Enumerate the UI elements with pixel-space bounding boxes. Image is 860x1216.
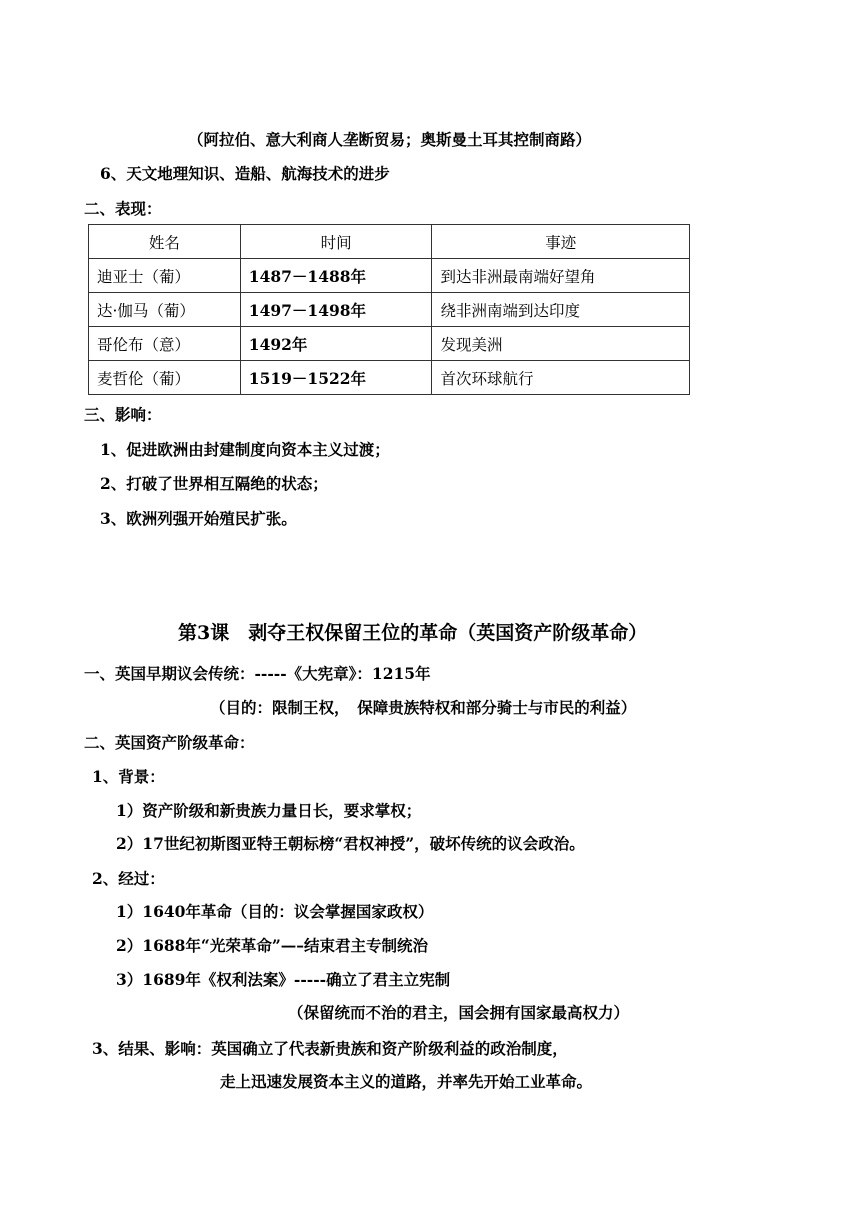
section2-heading: 二、表现： (84, 199, 162, 218)
cell-deed: 到达非洲最南端好望角 (432, 259, 690, 293)
intro-paren-line: （阿拉伯、意大利商人垄断贸易；奥斯曼土耳其控制商路） (188, 130, 592, 149)
table-row (89, 361, 690, 395)
intro-item-6: 6、天文地理知识、造船、航海技术的进步 (100, 164, 390, 183)
impact-item: 2、打破了世界相互隔绝的状态； (100, 474, 328, 493)
explorers-table (88, 224, 690, 395)
course-item: 3）1689年《权利法案》-----确立了君主立宪制 (116, 970, 451, 989)
course-item: 1）1640年革命（目的：议会掌握国家政权） (116, 902, 434, 921)
cell-name: 达·伽马（葡） (89, 293, 241, 327)
course-note: （保留统而不治的君主，国会拥有国家最高权力） (288, 1003, 630, 1022)
table-row (89, 259, 690, 293)
cell-time: 1519－1522年 (240, 361, 432, 395)
cell-name: 麦哲伦（葡） (89, 361, 241, 395)
cell-time: 1492年 (240, 327, 432, 361)
table-row (89, 293, 690, 327)
cell-deed: 绕非洲南端到达印度 (432, 293, 690, 327)
section3-heading: 三、影响： (84, 405, 162, 424)
cell-time: 1487－1488年 (240, 259, 432, 293)
cell-deed: 首次环球航行 (432, 361, 690, 395)
cell-deed: 发现美洲 (432, 327, 690, 361)
table-header-name: 姓名 (89, 225, 241, 259)
table-header-row (89, 225, 690, 259)
cell-time: 1497－1498年 (240, 293, 432, 327)
part2-heading: 二、英国资产阶级革命： (84, 733, 255, 752)
background-heading: 1、背景： (92, 767, 165, 786)
table-row (89, 327, 690, 361)
table-header-time: 时间 (240, 225, 432, 259)
result-line-2: 走上迅速发展资本主义的道路，并率先开始工业革命。 (220, 1072, 593, 1091)
impact-item: 3、欧洲列强开始殖民扩张。 (100, 509, 297, 528)
course-item: 2）1688年“光荣革命”—–结束君主专制统治 (116, 936, 429, 955)
background-item: 2）17世纪初斯图亚特王朝标榜“君权神授”，破坏传统的议会政治。 (116, 834, 585, 853)
part1-line: 一、英国早期议会传统：-----《大宪章》：1215年 (84, 664, 431, 683)
cell-name: 迪亚士（葡） (89, 259, 241, 293)
background-item: 1）资产阶级和新贵族力量日长，要求掌权； (116, 801, 422, 820)
cell-name: 哥伦布（意） (89, 327, 241, 361)
part1-note: （目的：限制王权， 保障贵族特权和部分骑士与市民的利益） (210, 698, 637, 717)
course-heading: 2、经过： (92, 869, 165, 888)
lesson-title: 第3课 剥夺王权保留王位的革命（英国资产阶级革命） (178, 622, 648, 644)
result-line-1: 3、结果、影响：英国确立了代表新贵族和资产阶级利益的政治制度， (92, 1039, 568, 1058)
table-header-deed: 事迹 (432, 225, 690, 259)
impact-item: 1、促进欧洲由封建制度向资本主义过渡； (100, 440, 390, 459)
